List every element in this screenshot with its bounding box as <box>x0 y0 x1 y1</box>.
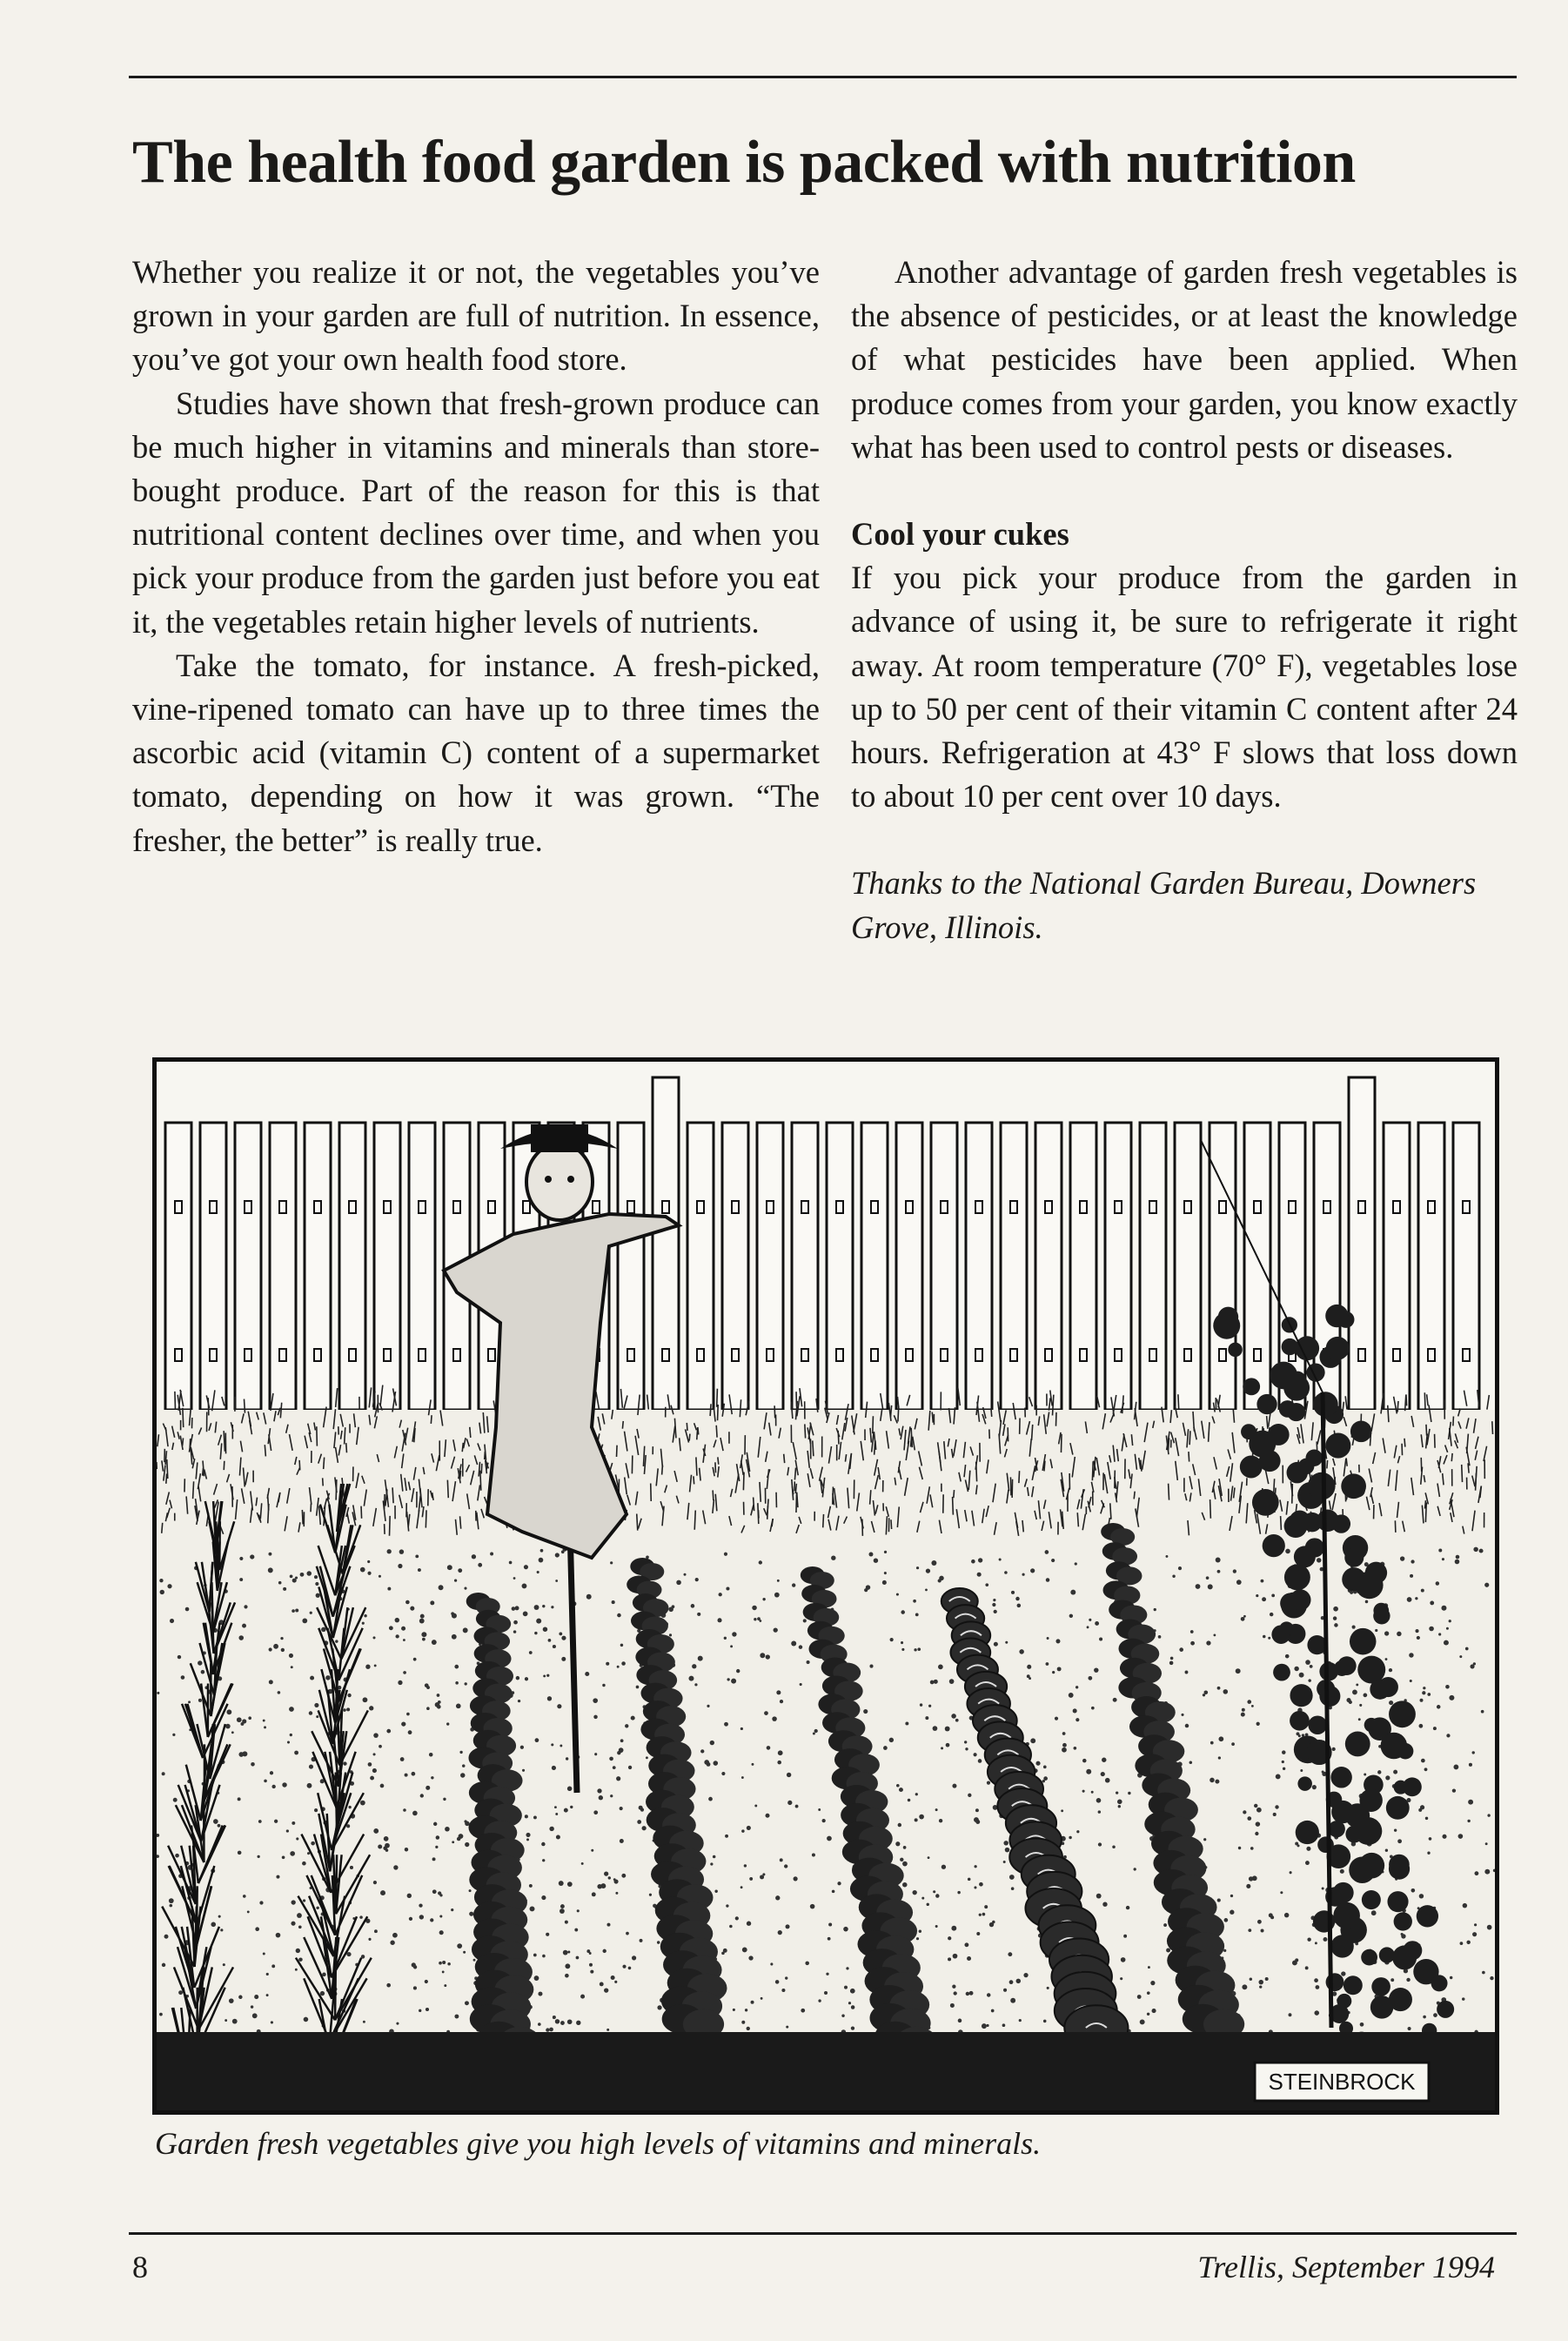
bottom-rule <box>129 2232 1517 2235</box>
paragraph-tomato: Take the tomato, for instance. A fresh-picked, vine-ripened tomato can have up to three times the ascorbic acid (vitamin C) content of a supermarket tomato, depending on how it was grown. “The fresher, the better” is really true. <box>132 647 820 858</box>
top-rule <box>129 76 1517 78</box>
publication-info: Trellis, September 1994 <box>1197 2250 1495 2284</box>
picket-fence <box>165 1077 1479 1410</box>
subhead-cool-your-cukes: Cool your cukes <box>851 516 1069 553</box>
page-number: 8 <box>132 2250 148 2284</box>
garden-illustration <box>152 1057 1499 2115</box>
paragraph-refrigerate: If you pick your produce from the garden in advance of using it, be sure to refrigerate it right away. At room temperature (70° F), vegetables lose up to 50 per cent of their vitamin C content after 24 hours. Refrigeration at 43° F slows that loss down to about 10 per cent over 10 days. <box>851 560 1518 815</box>
paragraph-intro: Whether you realize it or not, the vegetables you’ve grown in your garden are full of nutrition. In essence, you’ve got your own health food store. <box>132 254 820 378</box>
garden-scene-drawing <box>157 1062 1495 2110</box>
artist-signature: STEINBROCK <box>1268 2069 1416 2095</box>
article-title: The health food garden is packed with nutrition <box>132 129 1356 196</box>
illustration-caption: Garden fresh vegetables give you high levels of vitamins and minerals. <box>155 2126 1042 2161</box>
left-column <box>132 251 820 862</box>
credit-line: Thanks to the National Garden Bureau, Downers Grove, Illinois. <box>851 865 1477 945</box>
paragraph-studies: Studies have shown that fresh-grown produce can be much higher in vitamins and minerals than store-bought produce. Part of the reason for this is that nutritional content declines over time, and when you pick your produce from the garden just before you eat it, the vegetables retain higher levels of nutrients. <box>132 385 820 640</box>
right-column <box>851 251 1518 949</box>
paragraph-pesticides: Another advantage of garden fresh vegetables is the absence of pesticides, or at least the knowledge of what pesticides have been applied. When produce comes from your garden, you know exactly what has been used to control pests or diseases. <box>851 254 1518 465</box>
